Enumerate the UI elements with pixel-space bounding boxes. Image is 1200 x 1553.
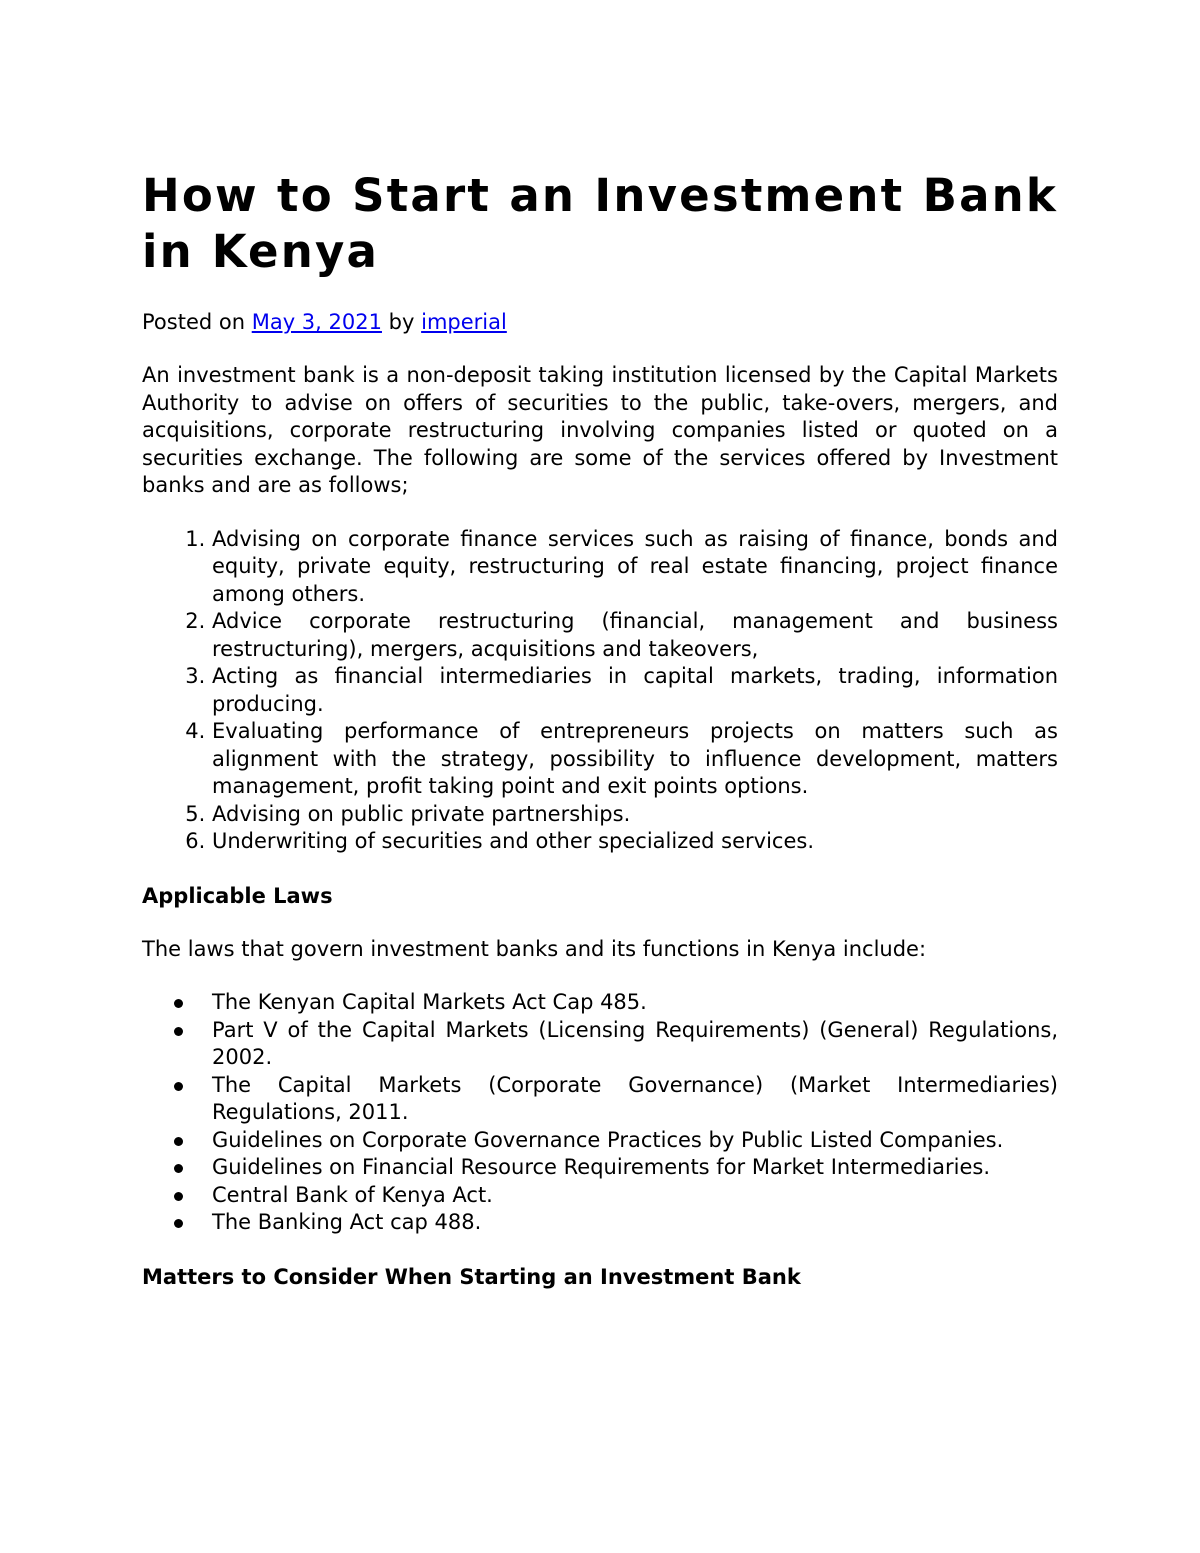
list-item bbox=[212, 1154, 1058, 1182]
bullet-icon bbox=[174, 1082, 183, 1091]
list-item: 2. Advice corporate restructuring (financial, management and business restructuring), mergers, acquisitions and takeovers, bbox=[212, 608, 1058, 663]
laws-intro: The laws that govern investment banks and its functions in Kenya include: bbox=[142, 936, 927, 961]
bullet-icon bbox=[174, 1164, 183, 1173]
post-meta bbox=[142, 308, 1058, 336]
list-item bbox=[212, 1209, 1058, 1237]
bullet-icon bbox=[174, 1219, 183, 1228]
list-item bbox=[212, 1072, 1058, 1127]
list-item bbox=[212, 1182, 1058, 1210]
list-item: 4. Evaluating performance of entrepreneurs projects on matters such as alignment with the strategy, possibility to influence development, matters management, profit taking point and exit points options. bbox=[212, 718, 1058, 801]
intro-paragraph: An investment bank is a non-deposit taking institution licensed by the Capital Markets Authority to advise on offers of securities to the public, take-overs, mergers, and acquisitions, corporate restructuring involving companies listed or quoted on a securities exchange. The following are some of the services offered by Investment banks and are as follows; bbox=[142, 363, 1058, 497]
services-list bbox=[142, 526, 1058, 856]
list-item: 1. Advising on corporate finance services such as raising of finance, bonds and equity, private equity, restructuring of real estate financing, project finance among others. bbox=[212, 526, 1058, 609]
laws-heading: Applicable Laws bbox=[142, 883, 333, 908]
law-text: The Banking Act cap 488. bbox=[212, 1210, 482, 1234]
list-item bbox=[212, 1127, 1058, 1155]
list-item: 3. Acting as financial intermediaries in capital markets, trading, information producing. bbox=[212, 663, 1058, 718]
law-text: Central Bank of Kenya Act. bbox=[212, 1182, 493, 1207]
posted-on-label: Posted on bbox=[142, 310, 246, 334]
bullet-icon bbox=[174, 1192, 183, 1201]
post-date-link[interactable]: May 3, 2021 bbox=[251, 310, 382, 334]
list-item bbox=[212, 1017, 1058, 1072]
matters-heading: Matters to Consider When Starting an Investment Bank bbox=[142, 1264, 801, 1289]
list-item: 6. Underwriting of securities and other specialized services. bbox=[212, 828, 1058, 856]
author-link[interactable]: imperial bbox=[421, 310, 507, 334]
document-page bbox=[142, 168, 1058, 1291]
bullet-icon bbox=[174, 999, 183, 1008]
law-text: The Capital Markets (Corporate Governance) (Market Intermediaries) Regulations, 2011. bbox=[212, 1072, 1058, 1124]
law-text: Part V of the Capital Markets (Licensing Requirements) (General) Regulations, 2002. bbox=[212, 1017, 1058, 1069]
law-text: The Kenyan Capital Markets Act Cap 485. bbox=[212, 990, 647, 1014]
laws-list bbox=[142, 989, 1058, 1237]
bullet-icon bbox=[174, 1137, 183, 1146]
law-text: Guidelines on Financial Resource Requirements for Market Intermediaries. bbox=[212, 1155, 991, 1179]
article-title: How to Start an Investment Bank in Kenya bbox=[142, 169, 1058, 278]
bullet-icon bbox=[174, 1027, 183, 1036]
list-item: 5. Advising on public private partnerships. bbox=[212, 801, 1058, 829]
by-label: by bbox=[388, 310, 415, 334]
law-text: Guidelines on Corporate Governance Practices by Public Listed Companies. bbox=[212, 1127, 1004, 1152]
list-item bbox=[212, 989, 1058, 1017]
